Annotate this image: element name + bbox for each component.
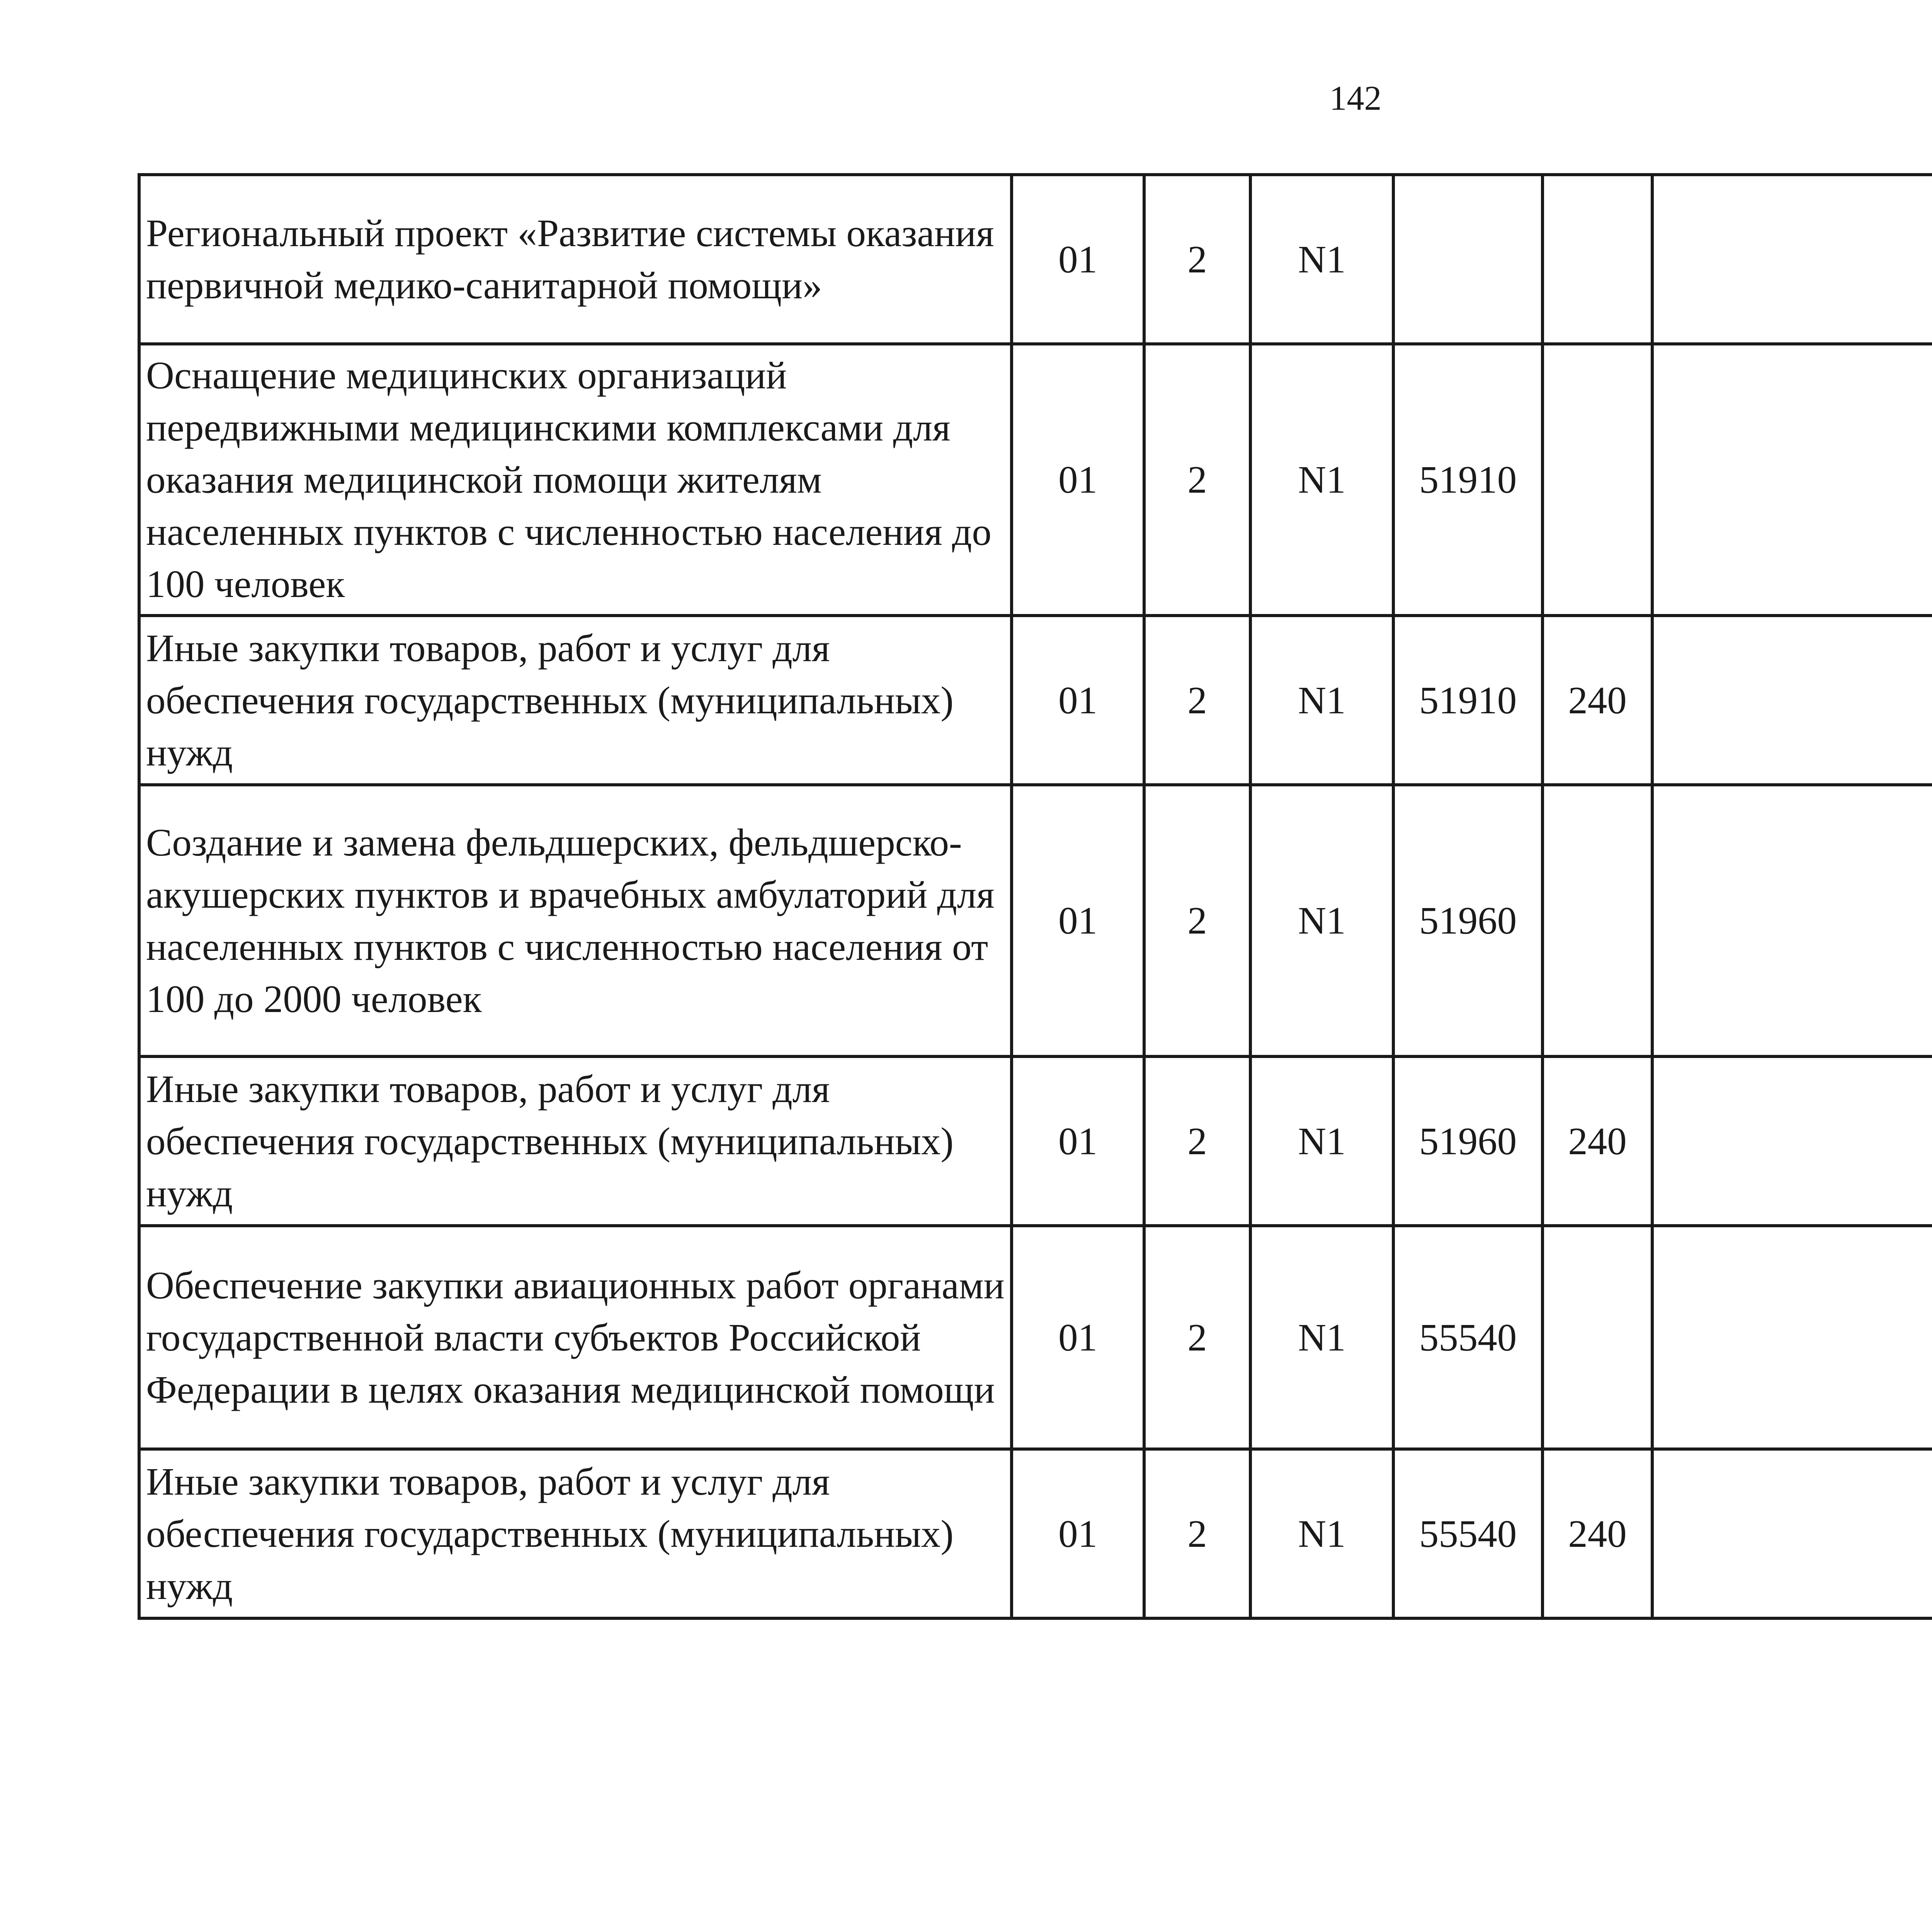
cell-section: 01 (1012, 1056, 1144, 1226)
cell-subsection: 2 (1144, 616, 1250, 785)
cell-empty (1652, 344, 1932, 616)
cell-empty (1652, 1056, 1932, 1226)
cell-project: N1 (1250, 1226, 1393, 1449)
cell-direction: 51910 (1393, 344, 1543, 616)
row-name: Иные закупки товаров, работ и услуг для обеспечения государственных (муниципальных) нужд (139, 1056, 1012, 1226)
cell-expense-type (1543, 175, 1652, 344)
cell-expense-type: 240 (1543, 616, 1652, 785)
cell-section: 01 (1012, 616, 1144, 785)
table-row (139, 616, 1932, 785)
cell-section: 01 (1012, 785, 1144, 1056)
table-row (139, 785, 1932, 1056)
table-row (139, 1449, 1932, 1618)
cell-project: N1 (1250, 344, 1393, 616)
cell-expense-type: 240 (1543, 1056, 1652, 1226)
row-name: Обеспечение закупки авиационных работ органами государственной власти субъектов Российской Федерации в целях оказания медицинской помощи (139, 1226, 1012, 1449)
table-row (139, 344, 1932, 616)
cell-subsection: 2 (1144, 344, 1250, 616)
row-name: Иные закупки товаров, работ и услуг для обеспечения государственных (муниципальных) нужд (139, 616, 1012, 785)
cell-direction: 51960 (1393, 1056, 1543, 1226)
cell-project: N1 (1250, 1056, 1393, 1226)
cell-empty (1652, 785, 1932, 1056)
cell-direction: 51910 (1393, 616, 1543, 785)
cell-expense-type: 240 (1543, 1449, 1652, 1618)
cell-empty (1652, 1449, 1932, 1618)
cell-expense-type (1543, 344, 1652, 616)
cell-project: N1 (1250, 1449, 1393, 1618)
cell-subsection: 2 (1144, 1449, 1250, 1618)
budget-table (138, 173, 1932, 1620)
cell-direction (1393, 175, 1543, 344)
cell-empty (1652, 175, 1932, 344)
cell-expense-type (1543, 1226, 1652, 1449)
cell-expense-type (1543, 785, 1652, 1056)
cell-section: 01 (1012, 1226, 1144, 1449)
cell-project: N1 (1250, 616, 1393, 785)
table-row (139, 1226, 1932, 1449)
cell-section: 01 (1012, 175, 1144, 344)
row-name: Иные закупки товаров, работ и услуг для обеспечения государственных (муниципальных) нужд (139, 1449, 1012, 1618)
table-row (139, 1056, 1932, 1226)
row-name: Региональный проект «Развитие системы оказания первичной медико-санитарной помощи» (139, 175, 1012, 344)
cell-subsection: 2 (1144, 1226, 1250, 1449)
cell-section: 01 (1012, 1449, 1144, 1618)
cell-subsection: 2 (1144, 785, 1250, 1056)
table-row (139, 175, 1932, 344)
cell-empty (1652, 1226, 1932, 1449)
cell-subsection: 2 (1144, 175, 1250, 344)
cell-direction: 55540 (1393, 1226, 1543, 1449)
cell-section: 01 (1012, 344, 1144, 616)
cell-direction: 51960 (1393, 785, 1543, 1056)
cell-subsection: 2 (1144, 1056, 1250, 1226)
page-number: 142 (1329, 79, 1382, 117)
cell-project: N1 (1250, 785, 1393, 1056)
cell-empty (1652, 616, 1932, 785)
cell-project: N1 (1250, 175, 1393, 344)
row-name: Создание и замена фельдшерских, фельдшерско-акушерских пунктов и врачебных амбулаторий для населенных пунктов с численностью населения от 100 до 2000 человек (139, 785, 1012, 1056)
row-name: Оснащение медицинских организаций передвижными медицинскими комплексами для оказания медицинской помощи жителям населенных пунктов с численностью населения до 100 человек (139, 344, 1012, 616)
cell-direction: 55540 (1393, 1449, 1543, 1618)
